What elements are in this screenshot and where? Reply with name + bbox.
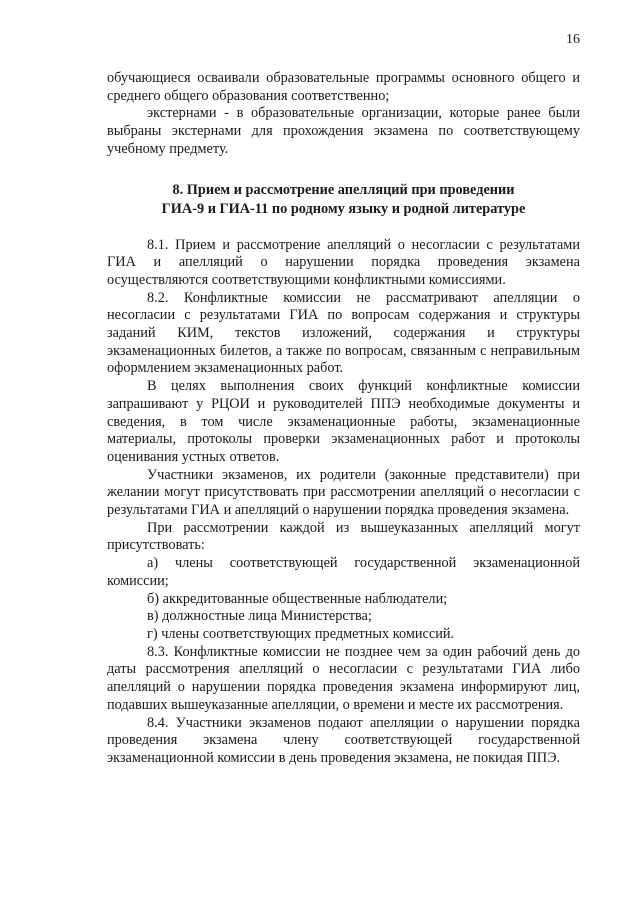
paragraph-intro-2: экстернами - в образовательные организации, которые ранее были выбраны экстернами для прохождения экзамена по соответствующему учебному предмету.: [107, 105, 580, 157]
page-number: 16: [566, 32, 580, 47]
paragraph-8-1: 8.1. Прием и рассмотрение апелляций о несогласии с результатами ГИА и апелляций о нарушении порядка проведения экзамена осуществляются соответствующими конфликтными комиссиями.: [107, 236, 580, 288]
document-body: [107, 70, 580, 768]
paragraph-8-2: 8.2. Конфликтные комиссии не рассматривают апелляции о несогласии с результатами ГИА по вопросам содержания и структуры заданий КИМ, текстов изложений, содержания и структуры экзаменационных билетов, а также по вопросам, связанным с неправильным оформлением экзаменационных работ.: [107, 289, 580, 377]
paragraph-intro-1: обучающиеся осваивали образовательные программы основного общего и среднего общего образования соответственно;: [107, 70, 580, 104]
paragraph-8-4: 8.4. Участники экзаменов подают апелляции о нарушении порядка проведения экзамена члену соответствующей государственной экзаменационной комиссии в день проведения экзамена, не покидая ППЭ.: [107, 714, 580, 766]
paragraph-8-3: 8.3. Конфликтные комиссии не позднее чем за один рабочий день до даты рассмотрения апелляций о несогласии с результатами ГИА либо апелляций о нарушении порядка проведения экзамена информируют лиц, подавших вышеуказанные апелляции, о времени и месте их рассмотрения.: [107, 643, 580, 713]
paragraph-functions: В целях выполнения своих функций конфликтные комиссии запрашивают у РЦОИ и руководителей ППЭ необходимые документы и сведения, в том числе экзаменационные работы, экзаменационные материалы, протоколы проверки экзаменационных работ и протоколы оценивания устных ответов.: [107, 378, 580, 465]
list-item-v: в) должностные лица Министерства;: [147, 608, 372, 625]
paragraph-participants: Участники экзаменов, их родители (законные представители) при желании могут присутствовать при рассмотрении апелляций о несогласии с результатами ГИА и апелляций о нарушении порядка проведения экзамена.: [107, 466, 580, 519]
section-heading: [107, 181, 580, 219]
paragraph-may-attend: При рассмотрении каждой из вышеуказанных апелляций могут присутствовать:: [107, 519, 580, 554]
section-heading-line-1: 8. Прием и рассмотрение апелляций при проведении: [172, 181, 515, 198]
list-item-b: б) аккредитованные общественные наблюдатели;: [147, 590, 448, 607]
list-item-a: а) члены соответствующей государственной экзаменационной комиссии;: [107, 555, 580, 589]
section-heading-line-2: ГИА-9 и ГИА-11 по родному языку и родной литературе: [161, 200, 526, 217]
list-item-g: г) члены соответствующих предметных комиссий.: [147, 625, 455, 642]
